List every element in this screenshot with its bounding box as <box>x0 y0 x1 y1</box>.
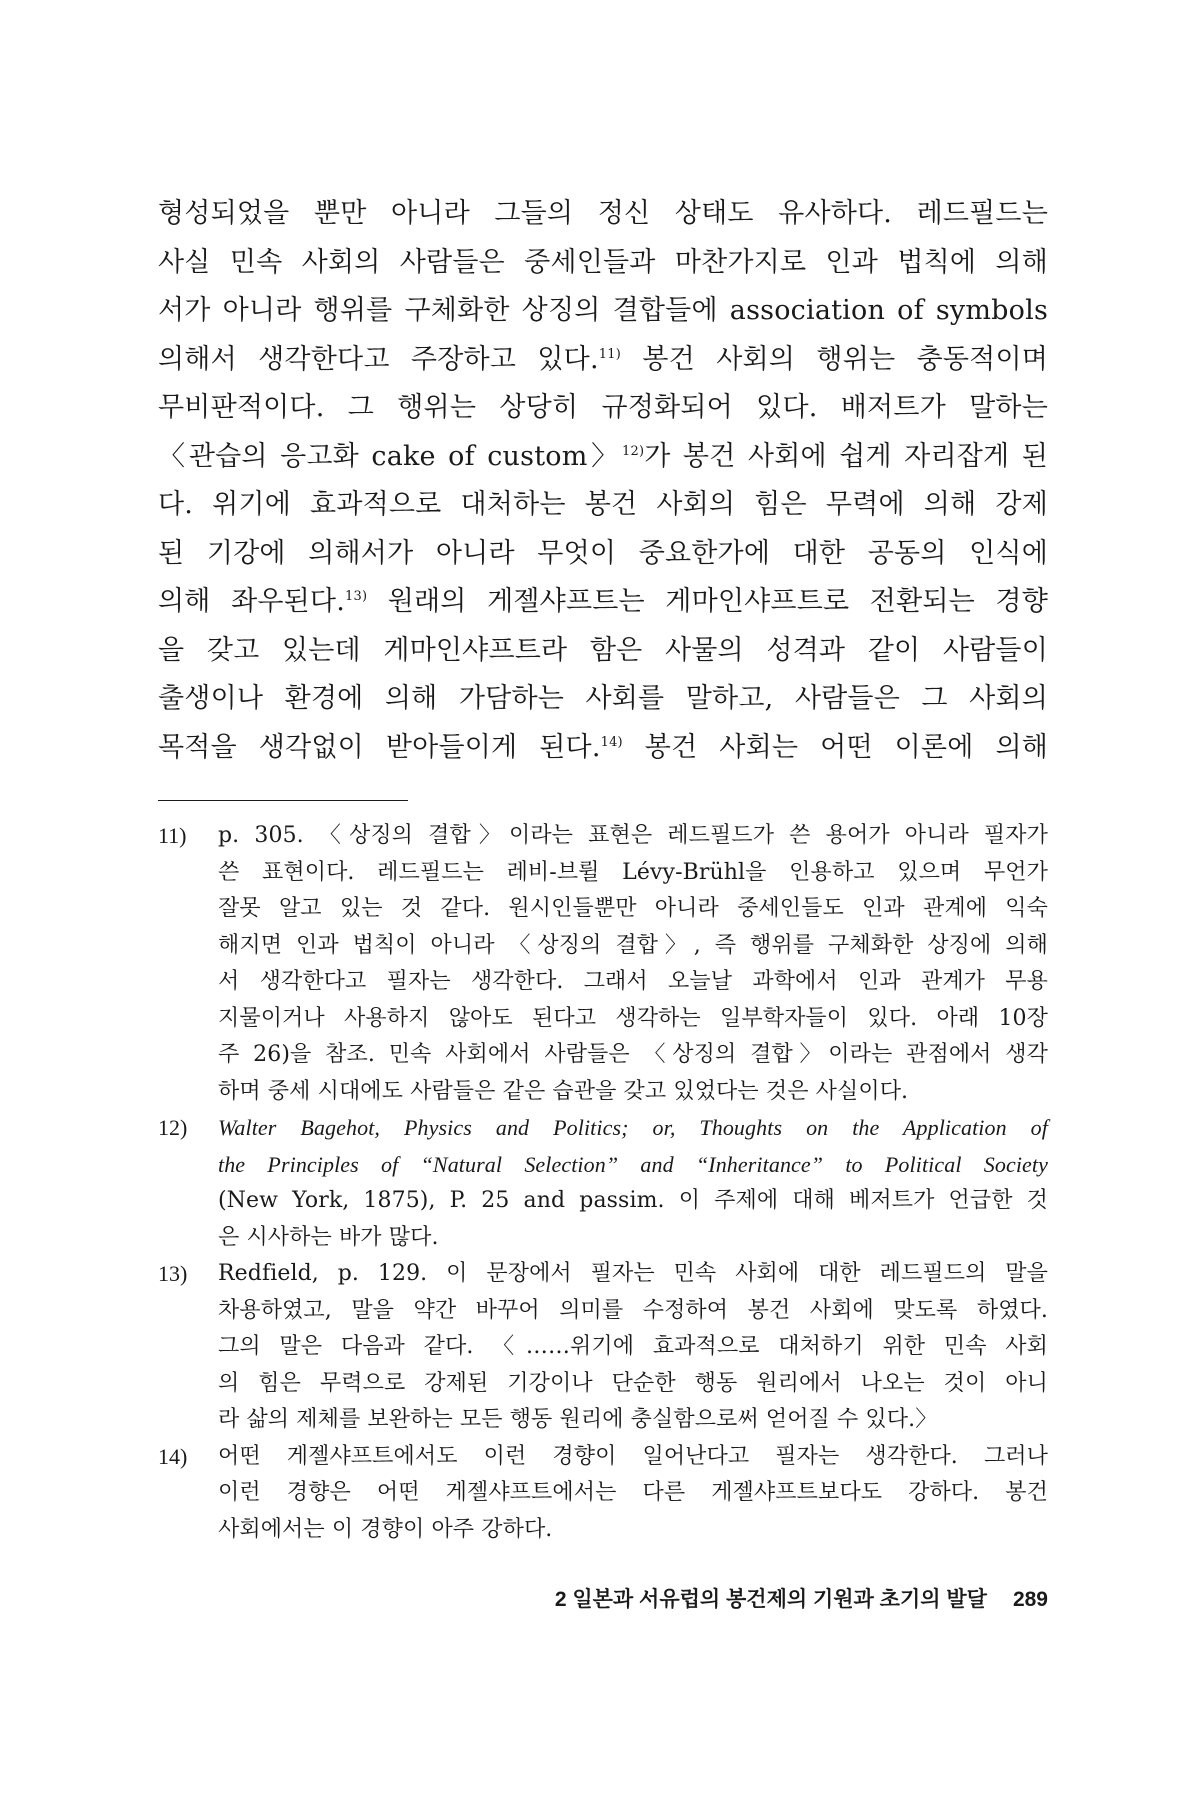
body-line-text: 사실 민속 사회의 사람들은 중세인들과 마찬가지로 인과 법칙에 의해 <box>158 246 1048 278</box>
footnote-line: 지물이거나 사용하지 않아도 된다고 생각하는 일부학자들이 있다. 아래 10장 <box>218 1005 1048 1031</box>
footnote-line: 그의 말은 다음과 같다. 〈……위기에 효과적으로 대처하기 위한 민속 사회 <box>218 1334 1048 1359</box>
footnote-line: 쓴 표현이다. 레드필드는 레비-브륄 Lévy-Brühl을 인용하고 있으며 무언가 <box>218 859 1048 885</box>
body-line <box>158 724 1048 773</box>
footnote-line: the Principles of “Natural Selection” and “Inheritance” to Political Society <box>218 1151 1048 1177</box>
main-text <box>158 190 1048 772</box>
body-line <box>158 384 1048 433</box>
footnote-ref-12: 12) <box>622 443 645 459</box>
footnote-line: 차용하였고, 말을 약간 바꾸어 의미를 수정하여 봉건 사회에 맞도록 하였다. <box>218 1297 1048 1323</box>
footnote-number: 12) <box>158 1115 188 1140</box>
page-number: 289 <box>1012 1588 1048 1611</box>
footnote-line: 하며 중세 시대에도 사람들은 같은 습관을 갖고 있었다는 것은 사실이다. <box>218 1078 909 1104</box>
body-line-text: 의해 좌우된다. <box>158 586 345 617</box>
body-line-text: 의해서 생각한다고 주장하고 있다. <box>158 343 599 375</box>
body-line-text: 다. 위기에 효과적으로 대처하는 봉건 사회의 힘은 무력에 의해 강제 <box>158 489 1048 520</box>
body-line <box>158 287 1048 336</box>
body-line <box>158 627 1048 676</box>
body-line-text: 〈관습의 응고화 cake of custom〉 <box>158 440 622 472</box>
body-line-text: 출생이나 환경에 의해 가담하는 사회를 말하고, 사람들은 그 사회의 <box>158 683 1048 714</box>
footnote-line: 사회에서는 이 경향이 아주 강하다. <box>218 1516 553 1542</box>
footnote-number: 13) <box>158 1261 188 1286</box>
body-line <box>158 336 1048 385</box>
body-line-text: 봉건 사회의 행위는 충동적이며 <box>620 343 1049 375</box>
footnote-line: Redfield, p. 129. 이 문장에서 필자는 민속 사회에 대한 레드필드의 말을 <box>218 1261 1048 1286</box>
footnote-number: 14) <box>158 1443 188 1469</box>
body-line <box>158 481 1048 530</box>
footnote-line: 잘못 알고 있는 것 같다. 원시인들뿐만 아니라 중세인들도 인과 관계에 익숙 <box>218 896 1048 921</box>
body-line-text: 목적을 생각없이 받아들이게 된다. <box>158 731 601 763</box>
footnote-line: Walter Bagehot, Physics and Politics; or, Thoughts on the Application of <box>218 1115 1048 1140</box>
body-line <box>158 190 1048 239</box>
footnote-line: 해지면 인과 법칙이 아니라 〈상징의 결합〉, 즉 행위를 구체화한 상징에 의해 <box>218 932 1048 958</box>
footnote-12 <box>158 1110 1048 1256</box>
footnotes <box>158 818 1048 1548</box>
body-line <box>158 433 1048 482</box>
footnote-line: p. 305. 〈상징의 결합〉이라는 표현은 레드필드가 쓴 용어가 아니라 필자가 <box>218 823 1048 848</box>
footnote-line: 라 삶의 제체를 보완하는 모든 행동 원리에 충실함으로써 얻어질 수 있다.〉 <box>218 1407 938 1432</box>
footnote-line: 의 힘은 무력으로 강제된 기강이나 단순한 행동 원리에서 나오는 것이 아니 <box>218 1370 1048 1396</box>
footnote-line: 이런 경향은 어떤 게젤샤프트에서는 다른 게젤샤프트보다도 강하다. 봉건 <box>218 1480 1048 1505</box>
footnote-13 <box>158 1256 1048 1439</box>
footnote-divider <box>158 800 408 801</box>
footnote-line: 은 시사하는 바가 많다. <box>218 1224 439 1250</box>
body-line-text: 된 기강에 의해서가 아니라 무엇이 중요한가에 대한 공동의 인식에 <box>158 537 1048 569</box>
body-line <box>158 675 1048 724</box>
footnote-line: 주 26)을 참조. 민속 사회에서 사람들은 〈상징의 결합〉이라는 관점에서 생각 <box>218 1042 1048 1067</box>
footnote-line: 어떤 게젤샤프트에서도 이런 경향이 일어난다고 필자는 생각한다. 그러나 <box>218 1443 1048 1469</box>
footnote-number: 11) <box>158 823 187 848</box>
footnote-line: 서 생각한다고 필자는 생각한다. 그래서 오늘날 과학에서 인과 관계가 무용 <box>218 969 1048 994</box>
body-line <box>158 578 1048 627</box>
footnote-ref-13: 13) <box>345 589 368 604</box>
chapter-title: 2 일본과 서유럽의 봉건제의 기원과 초기의 발달 <box>554 1588 987 1611</box>
body-line-text: 가 봉건 사회에 쉽게 자리잡게 된 <box>644 440 1048 472</box>
body-line-text: 봉건 사회는 어떤 이론에 의해 <box>622 731 1049 763</box>
running-footer <box>158 1583 1048 1613</box>
footnote-ref-14: 14) <box>600 734 623 750</box>
footnote-ref-11: 11) <box>598 346 621 362</box>
body-line <box>158 530 1048 579</box>
footnote-14 <box>158 1439 1048 1549</box>
body-line-text: 무비판적이다. 그 행위는 상당히 규정화되어 있다. 배저트가 말하는 <box>158 392 1048 423</box>
body-line-text: 서가 아니라 행위를 구체화한 상징의 결합들에 association of symbols <box>158 295 1048 326</box>
body-line-text: 원래의 게젤샤프트는 게마인샤프트로 전환되는 경향 <box>367 586 1048 617</box>
body-line-text: 을 갖고 있는데 게마인샤프트라 함은 사물의 성격과 같이 사람들이 <box>158 634 1048 666</box>
footnote-11 <box>158 818 1048 1110</box>
footnote-line: (New York, 1875), P. 25 and passim. 이 주제에 대해 베저트가 언급한 것 <box>218 1188 1048 1213</box>
body-line <box>158 239 1048 288</box>
body-line-text: 형성되었을 뿐만 아니라 그들의 정신 상태도 유사하다. 레드필드는 <box>158 198 1048 229</box>
